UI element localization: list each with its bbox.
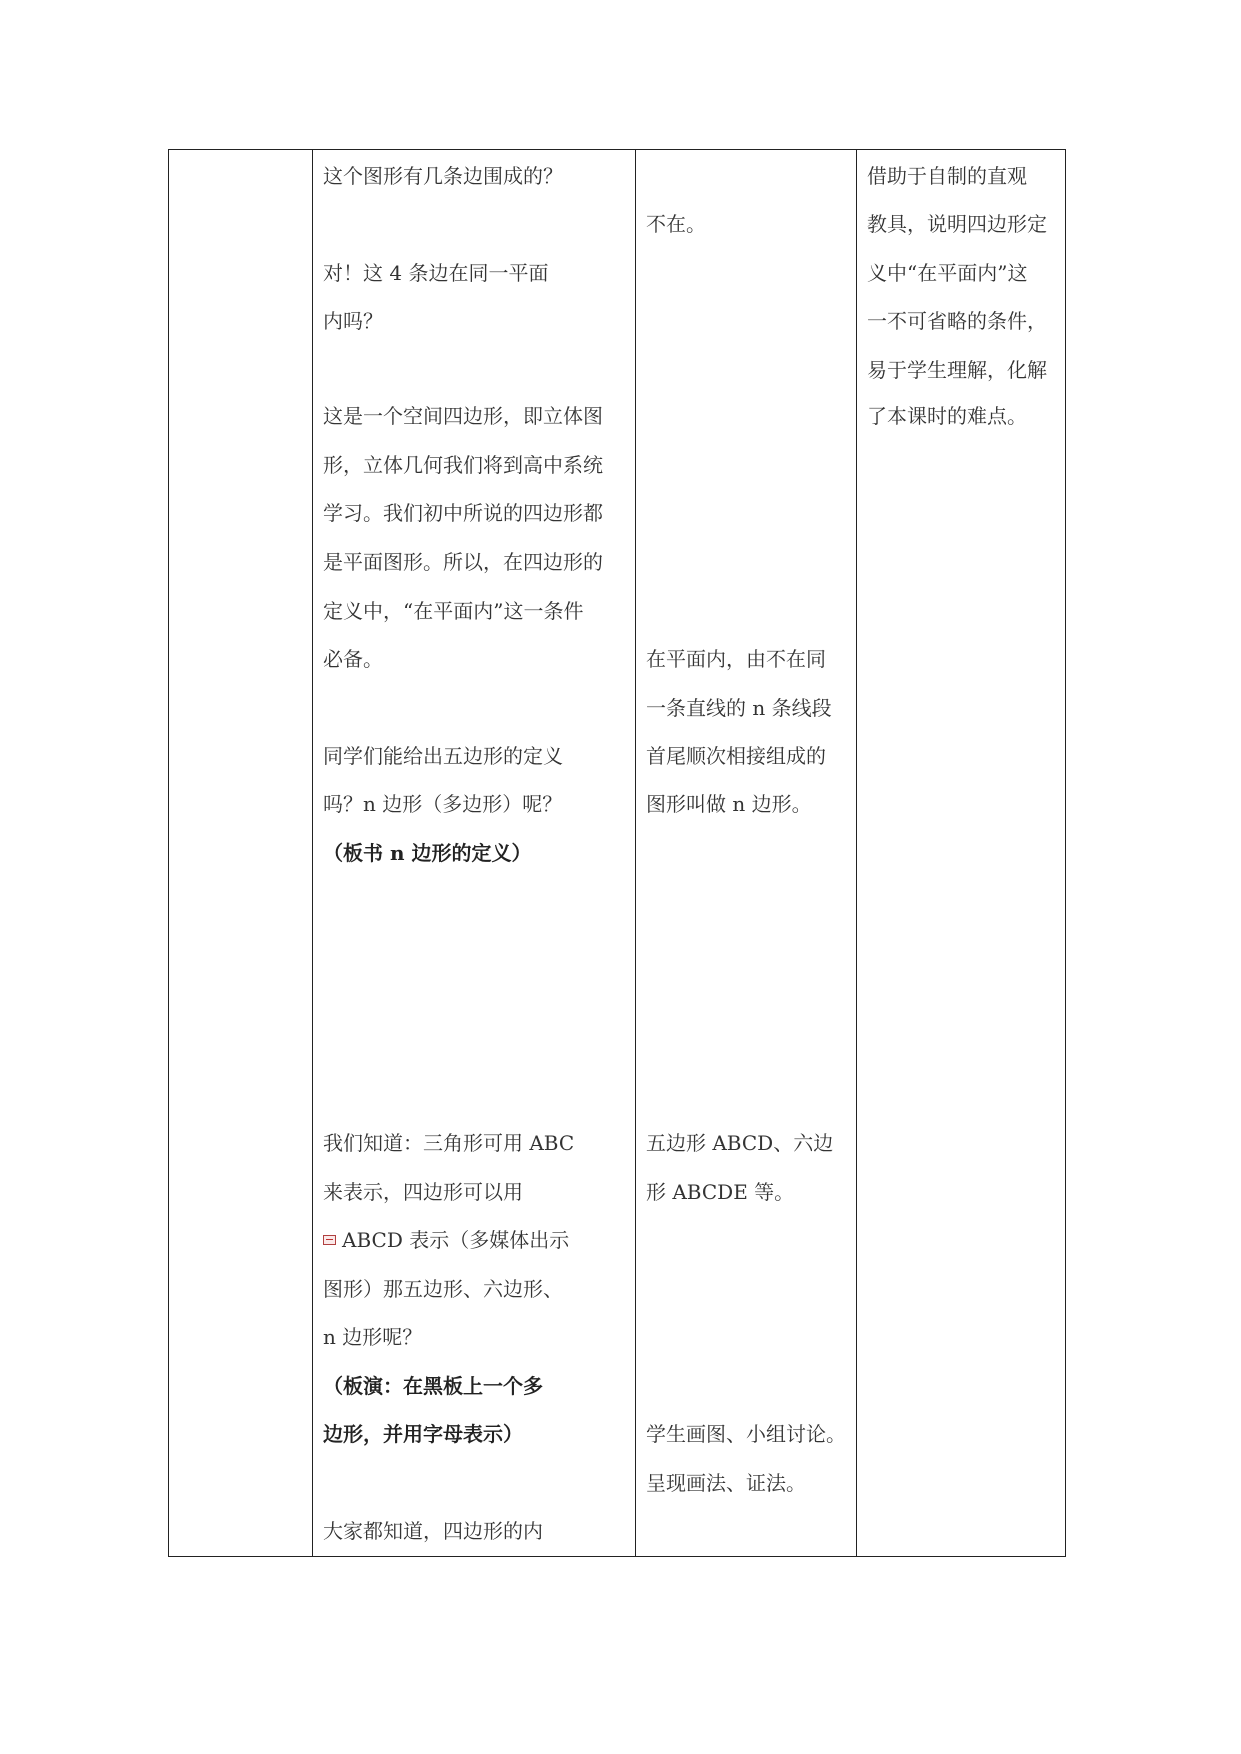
text-line: 在平面内，由不在同 (646, 647, 826, 671)
text-line: 内吗？ (323, 309, 383, 333)
text-line: n 边形呢？ (323, 1325, 423, 1349)
text-line: 同学们能给出五边形的定义 (323, 744, 563, 768)
text-line: 学生画图、小组讨论。 (646, 1422, 846, 1446)
text-line: 必备。 (323, 647, 383, 671)
text-line: 首尾顺次相接组成的 (646, 744, 826, 768)
column-divider (856, 150, 857, 1556)
text-line: 这个图形有几条边围成的？ (323, 164, 563, 188)
text-line: 定义中，“在平面内”这一条件 (323, 599, 584, 623)
text-line: 吗？n 边形（多边形）呢？ (323, 792, 563, 816)
text-line: 大家都知道，四边形的内 (323, 1519, 543, 1543)
student-activity-cell (646, 150, 851, 1556)
text-line: 来表示，四边形可以用 (323, 1180, 523, 1204)
text-line-with-image (323, 1227, 569, 1253)
text-line: 图形叫做 n 边形。 (646, 792, 812, 816)
text-line: 借助于自制的直观 (867, 164, 1027, 188)
broken-image-icon (323, 1235, 336, 1245)
board-note: （板演：在黑板上一个多 (323, 1374, 543, 1398)
text-line: 呈现画法、证法。 (646, 1471, 806, 1495)
board-note: （板书 n 边形的定义） (323, 841, 532, 865)
column-divider (635, 150, 636, 1556)
column-divider (312, 150, 313, 1556)
text-line: 形 ABCDE 等。 (646, 1180, 795, 1204)
text-line: 五边形 ABCD、六边 (646, 1131, 834, 1155)
teacher-activity-cell (323, 150, 628, 1556)
text-line: 不在。 (646, 212, 706, 236)
text-line: 对！这 4 条边在同一平面 (323, 261, 549, 285)
empty-cell (169, 150, 312, 1556)
text-line: 了本课时的难点。 (867, 404, 1027, 428)
text-line: ABCD 表示（多媒体出示 (342, 1228, 570, 1252)
design-intent-cell (867, 150, 1062, 1556)
text-line: 这是一个空间四边形，即立体图 (323, 404, 603, 428)
text-line: 教具，说明四边形定 (867, 212, 1047, 236)
text-line: 易于学生理解，化解 (867, 358, 1047, 382)
board-note: 边形，并用字母表示） (323, 1422, 523, 1446)
text-line: 一条直线的 n 条线段 (646, 696, 832, 720)
text-line: 是平面图形。所以，在四边形的 (323, 550, 603, 574)
text-line: 图形）那五边形、六边形、 (323, 1277, 563, 1301)
text-line: 形，立体几何我们将到高中系统 (323, 453, 603, 477)
text-line: 学习。我们初中所说的四边形都 (323, 501, 603, 525)
lesson-plan-table (168, 149, 1066, 1557)
text-line: 一不可省略的条件， (867, 309, 1047, 333)
text-line: 义中“在平面内”这 (867, 261, 1028, 285)
text-line: 我们知道：三角形可用 ABC (323, 1131, 575, 1155)
